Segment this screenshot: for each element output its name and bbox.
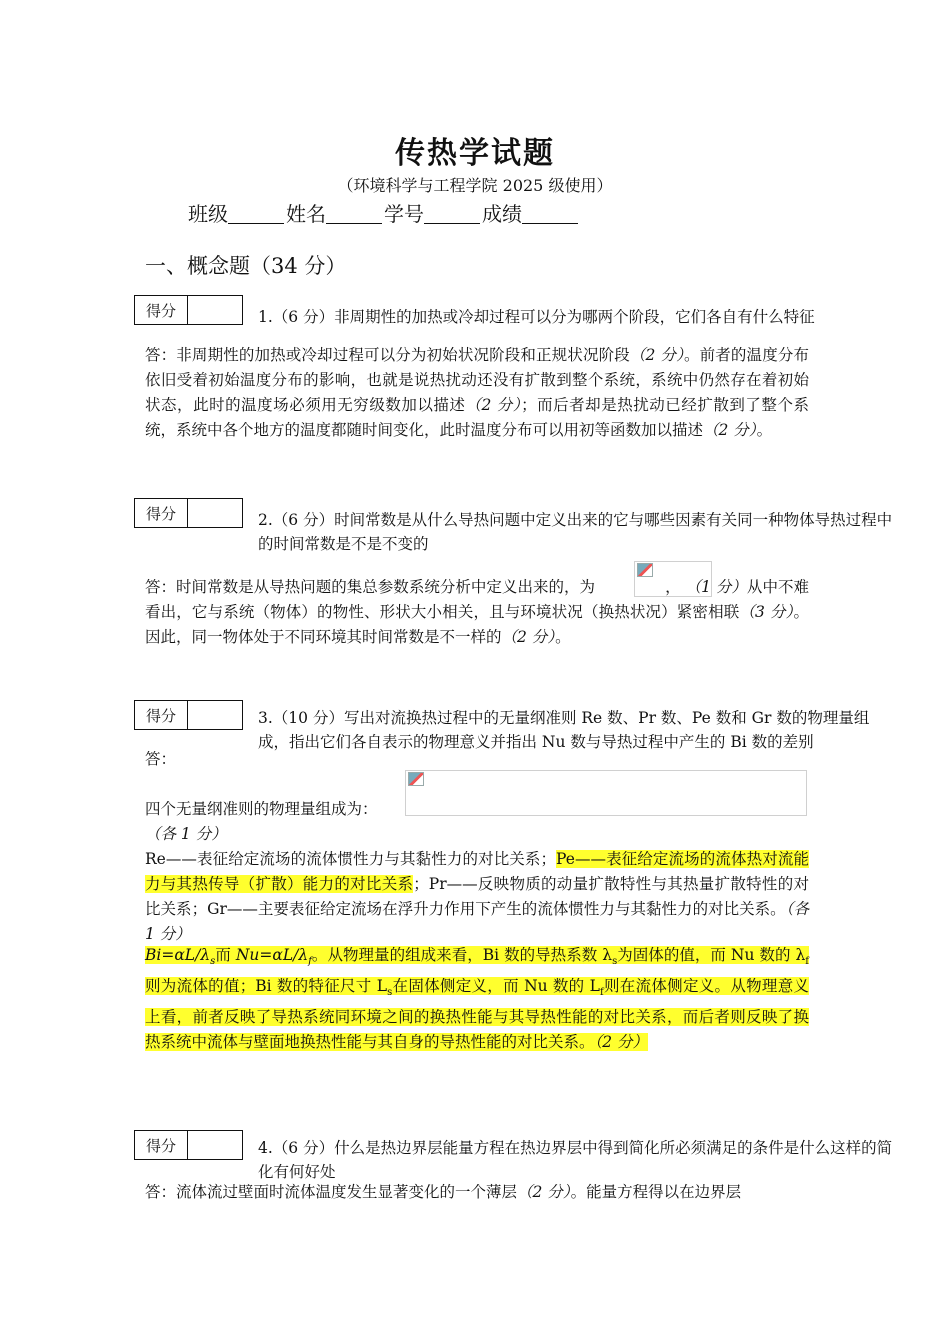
question-2: 2.（6 分）时间常数是从什么导热问题中定义出来的它与哪些因素有关同一种物体导热过程中的时间常数是不是不变的 xyxy=(258,511,893,553)
marks: （各 1 分） xyxy=(145,825,227,843)
marks: （2 分） xyxy=(517,1183,571,1200)
subscript: s xyxy=(210,956,216,968)
marks: （2 分） xyxy=(629,346,684,364)
answer-2-part2: ， xyxy=(665,578,681,596)
page-subtitle: （环境科学与工程学院 2025 级使用） xyxy=(337,176,613,195)
marks: （各 1 分） xyxy=(145,900,809,943)
page-title: 传热学试题 xyxy=(395,136,555,171)
text: 则为流体的值；Bi 数的特征尺寸 L xyxy=(145,977,388,996)
answer-4 xyxy=(145,1180,809,1200)
score-value[interactable] xyxy=(188,701,242,729)
answer-2-part3: 从中不难看出，它与系统（物体）的物性、形状大小相关，且与环境状况（换热状况）紧密相联 xyxy=(145,578,809,621)
nu-formula: Nu=αL/λ xyxy=(235,946,309,964)
answer-3-meanings xyxy=(145,847,809,947)
answer-1-part4: 。 xyxy=(756,421,773,439)
answer-1-part2: 。前者的温度分布依旧受着初始温度分布的影响，也就是说热扰动还没有扩散到整个系统，系统中仍然存在着初始状态，此时的温度场必须用无穷级数加以描述 xyxy=(145,346,809,414)
field-label-id: 学号 xyxy=(384,202,424,226)
name-blank[interactable] xyxy=(326,203,382,224)
score-value[interactable] xyxy=(188,1131,242,1159)
score-box-q3 xyxy=(134,700,243,730)
text: 在固体侧定义，而 Nu 数的 L xyxy=(392,977,600,996)
answer-2-part5: 。 xyxy=(555,628,571,646)
field-label-name: 姓名 xyxy=(286,202,326,226)
marks: （2 分） xyxy=(501,628,556,646)
answer-2-part4: 。因此，同一物体处于不同环境其时间常数是不一样的 xyxy=(145,603,809,646)
subscript: s xyxy=(612,956,618,968)
answer-2-part1: 答：时间常数是从导热问题的集总参数系统分析中定义出来的，为 xyxy=(145,578,596,596)
marks: （1 分） xyxy=(685,578,747,596)
section-heading: 一、概念题（34 分） xyxy=(145,254,347,278)
field-label-score: 成绩 xyxy=(482,202,522,226)
subscript: f xyxy=(599,987,604,999)
pr-gr-meaning: ；Pr——反映物质的动量扩散特性与其热量扩散特性的对比关系；Gr——主要表征给定流场在浮升力作用下产生的流体惯性力与其黏性力的对比关系。 xyxy=(145,875,809,918)
bi-formula: Bi=αL/λ xyxy=(145,946,211,964)
score-label: 得分 xyxy=(135,499,188,527)
marks: （2 分） xyxy=(594,1033,649,1052)
answer-1-part3: ；而后者却是热扰动已经扩散到了整个系统，系统中各个地方的温度都随时间变化，此时温度分布可以用初等函数加以描述 xyxy=(145,396,809,439)
marks: （3 分） xyxy=(739,603,794,621)
answer-2 xyxy=(145,575,809,650)
subscript: s xyxy=(387,987,393,999)
text: 。从物理量的组成来看，Bi 数的导热系数 λ xyxy=(311,946,613,964)
answer-4-clip xyxy=(145,1180,825,1200)
re-meaning: Re——表征给定流场的流体惯性力与其黏性力的对比关系； xyxy=(145,850,557,868)
score-value[interactable] xyxy=(188,499,242,527)
answer-4-part1: 答：流体流过壁面时流体温度发生显著变化的一个薄层 xyxy=(145,1183,518,1200)
question-1: 1.（6 分）非周期性的加热或冷却过程可以分为哪两个阶段，它们各自有什么特征 xyxy=(258,308,815,326)
marks: （2 分） xyxy=(465,396,522,414)
subscript: f xyxy=(805,956,809,968)
score-label: 得分 xyxy=(135,1131,188,1159)
answer-3-bi-nu xyxy=(145,943,809,1055)
score-box-q4 xyxy=(134,1130,243,1160)
answer-1-part1: 答：非周期性的加热或冷却过程可以分为初始状况阶段和正规状况阶段 xyxy=(145,346,630,364)
score-label: 得分 xyxy=(135,296,188,324)
score-box-q2 xyxy=(134,498,243,528)
broken-image-icon xyxy=(408,772,424,786)
score-value[interactable] xyxy=(188,296,242,324)
answer-3-label: 答： xyxy=(145,750,177,768)
text: 为固体的值，而 Nu 数的 λ xyxy=(617,946,806,964)
answer-1 xyxy=(145,343,809,443)
answer-4-part2: 。能量方程得以在边界层 xyxy=(570,1183,742,1200)
text: 则在流体侧定义。从物理意义上看，前者反映了导热系统同环境之间的换热性能与其导热性能的对比关系，而后者则反映了换热系统中流体与壁面地换热性能与其自身的导热性能的对比关系。 xyxy=(145,977,809,1052)
marks: （2 分） xyxy=(703,421,757,439)
answer-3-composition: 四个无量纲准则的物理量组成为： xyxy=(145,800,378,818)
text: 而 xyxy=(215,946,236,964)
question-3: 3.（10 分）写出对流换热过程中的无量纲准则 Re 数、Pr 数、Pe 数和 Gr 数的物理量组成，指出它们各自表示的物理意义并指出 Nu 数与导热过程中产生的 Bi 数的差别 xyxy=(258,709,870,751)
class-blank[interactable] xyxy=(228,203,284,224)
student-info-line xyxy=(188,198,580,227)
question-4: 4.（6 分）什么是热边界层能量方程在热边界层中得到简化所必须满足的条件是什么这样的简化有何好处 xyxy=(258,1139,893,1181)
formula-image xyxy=(405,770,807,816)
pe-meaning: Pe——表征给定流场的流体热对流能力与其热传导（扩散）能力的对比关系 xyxy=(145,850,809,893)
score-box-q1 xyxy=(134,295,243,325)
id-blank[interactable] xyxy=(424,203,480,224)
score-label: 得分 xyxy=(135,701,188,729)
field-label-class: 班级 xyxy=(188,202,228,226)
subscript: f xyxy=(308,956,312,968)
score-blank[interactable] xyxy=(522,203,578,224)
